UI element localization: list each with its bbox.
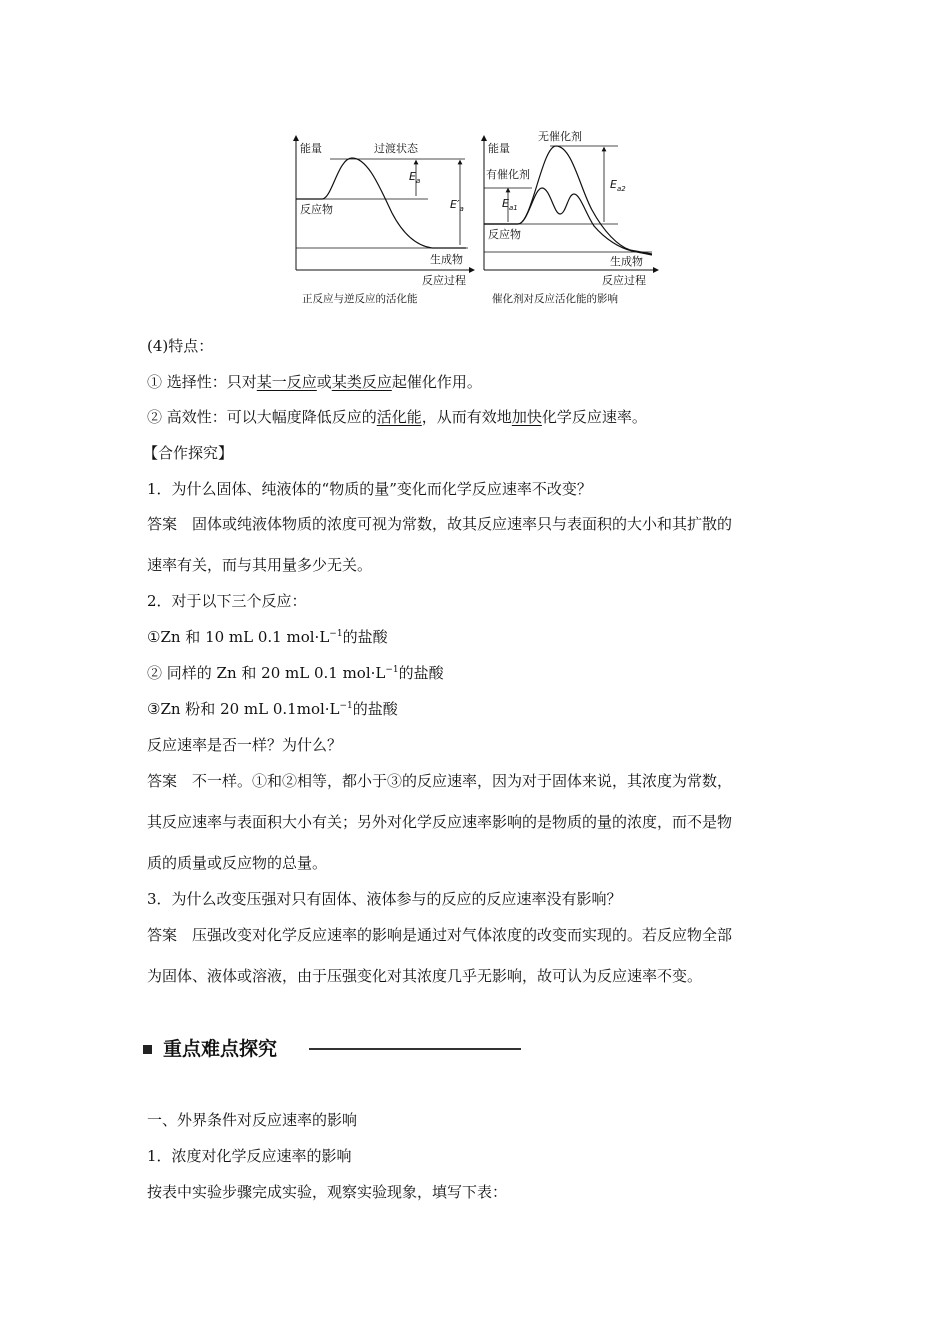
ea1-label: $E_{a1}$ xyxy=(502,197,518,212)
underline-blank: 某类反应 xyxy=(331,373,392,391)
section-title: 重点难点探究 xyxy=(163,1038,278,1060)
section-heading xyxy=(143,1035,533,1065)
question-2: 2．对于以下三个反应： xyxy=(147,592,307,610)
efficiency-line: ② 高效性：可以大幅度降低反应的活化能，从而有效地加快化学反应速率。 xyxy=(147,408,647,426)
with-catalyst-label: 有催化剂 xyxy=(486,168,530,181)
features-title: (4)特点： xyxy=(147,337,214,355)
ea2-label: $E_{a2}$ xyxy=(610,178,626,193)
ea-rev-label: $E'_a$ xyxy=(450,198,464,213)
left-caption: 正反应与逆反应的活化能 xyxy=(302,293,418,305)
question-3: 3．为什么改变压强对只有固体、液体参与的反应的反应速率没有影响？ xyxy=(147,890,622,908)
reaction-1: ①Zn 和 10 mL 0.1 $mol\cdot L^{-1}$的盐酸 xyxy=(147,628,388,646)
subsection-1-1: 1．浓度对化学反应速率的影响 xyxy=(147,1147,352,1165)
answer-2-line-2: 其反应速率与表面积大小有关；另外对化学反应速率影响的是物质的量的浓度，而不是物 xyxy=(147,813,733,831)
right-caption: 催化剂对反应活化能的影响 xyxy=(492,293,618,305)
right-diagram xyxy=(484,129,656,305)
answer-3-line-2: 为固体、液体或溶液，由于压强变化对其浓度几乎无影响，故可认为反应速率不变。 xyxy=(147,967,703,985)
reaction-2: ② 同样的 Zn 和 20 mL 0.1 $mol\cdot L^{-1}$的盐酸 xyxy=(147,664,444,682)
section-rule xyxy=(309,1048,521,1050)
right-product-label: 生成物 xyxy=(610,255,643,268)
catalyst-curve xyxy=(484,188,652,255)
question-1: 1．为什么固体、纯液体的“物质的量”变化而化学反应速率不改变？ xyxy=(147,480,592,498)
no-catalyst-label: 无催化剂 xyxy=(538,130,582,143)
answer-2-line-1: 答案 不一样。①和②相等，都小于③的反应速率，因为对于固体来说，其浓度为常数， xyxy=(147,772,733,790)
answer-1-line-1: 答案 固体或纯液体物质的浓度可视为常数，故其反应速率只与表面积的大小和其扩散的 xyxy=(147,515,733,533)
transition-label: 过渡状态 xyxy=(374,142,418,155)
energy-diagrams-figure xyxy=(280,128,660,310)
ea-label: $E_a$ xyxy=(409,170,421,185)
answer-3-line-1: 答案 压强改变对化学反应速率的影响是通过对气体浓度的改变而实现的。若反应物全部 xyxy=(147,926,733,944)
underline-blank: 活化能 xyxy=(376,408,422,426)
answer-2-line-3: 质的质量或反应物的总量。 xyxy=(147,854,328,872)
coop-heading: 【合作探究】 xyxy=(143,444,234,462)
subsection-1: 一、外界条件对反应速率的影响 xyxy=(147,1111,358,1129)
energy-diagrams xyxy=(280,128,660,310)
answer-1-line-2: 速率有关，而与其用量多少无关。 xyxy=(147,556,373,574)
left-x-label: 反应过程 xyxy=(422,274,466,287)
underline-blank: 某一反应 xyxy=(256,373,317,391)
square-bullet-icon xyxy=(143,1045,152,1054)
right-reactant-label: 反应物 xyxy=(488,228,521,241)
instruction: 按表中实验步骤完成实验，观察实验现象，填写下表： xyxy=(147,1183,508,1201)
underline-blank: 加快 xyxy=(511,408,542,426)
left-product-label: 生成物 xyxy=(430,253,463,266)
left-y-label: 能量 xyxy=(300,142,322,155)
selectivity-line: ① 选择性：只对某一反应或某类反应起催化作用。 xyxy=(147,373,482,391)
right-y-label: 能量 xyxy=(488,142,510,155)
right-x-label: 反应过程 xyxy=(602,274,646,287)
question-2-ask: 反应速率是否一样？为什么？ xyxy=(147,736,343,754)
left-diagram xyxy=(296,138,472,305)
reaction-3: ③Zn 粉和 20 mL $0.1mol\cdot L^{-1}$的盐酸 xyxy=(147,700,398,718)
left-reactant-label: 反应物 xyxy=(300,203,333,216)
